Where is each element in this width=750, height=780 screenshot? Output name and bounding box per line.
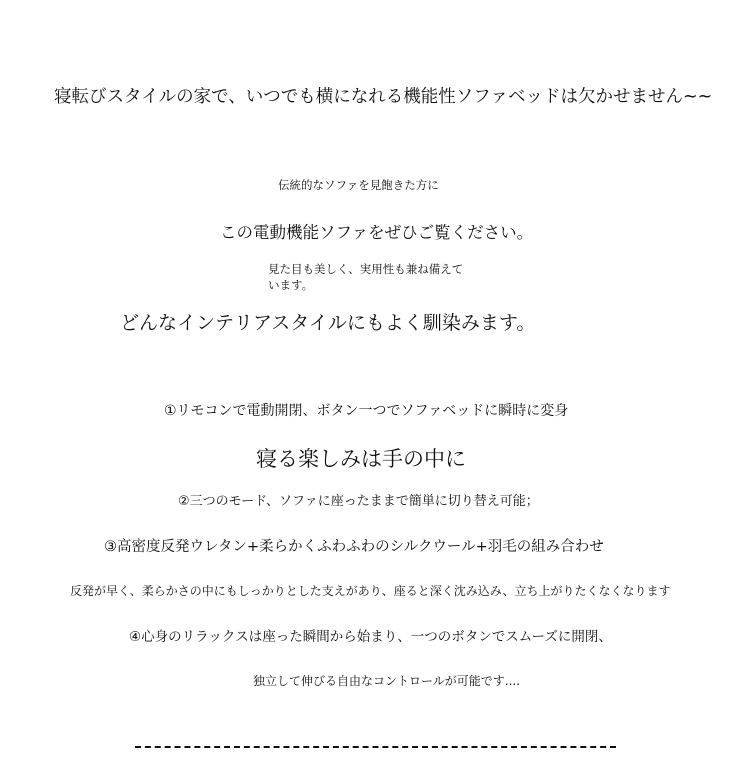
feature-3: ③高密度反発ウレタン+柔らかくふわふわのシルクウール+羽毛の組み合わせ [104,539,604,555]
catchphrase: 寝る楽しみは手の中に [256,447,466,471]
feature-2: ②三つのモード、ソファに座ったままで簡単に切り替え可能； [178,494,539,509]
feature-1: ①リモコンで電動開閉、ボタン一つでソファベッドに瞬時に変身 [164,403,569,419]
feature-3-description: 反発が早く、柔らかさの中にもしっかりとした支えがあり、座ると深く沈み込み、立ち上がりたくなくなります [70,584,671,598]
headline: 寝転びスタイルの家で、いつでも横になれる機能性ソファベッドは欠かせません~~ [54,87,713,107]
feature-4-description: 独立して伸びる自由なコントロールが可能です.... [253,674,521,688]
dashed-divider [135,746,616,748]
subtitle: この電動機能ソファをぜひご覧ください。 [220,223,534,242]
style-line: どんなインテリアスタイルにもよく馴染みます。 [120,312,536,334]
feature-4: ④心身のリラックスは座った瞬間から始まり、一つのボタンでスムーズに開閉、 [129,629,612,645]
beauty-note: 見た目も美しく、実用性も兼ね備えています。 [268,262,464,292]
intro-text: 伝統的なソファを見飽きた方に [278,178,439,192]
